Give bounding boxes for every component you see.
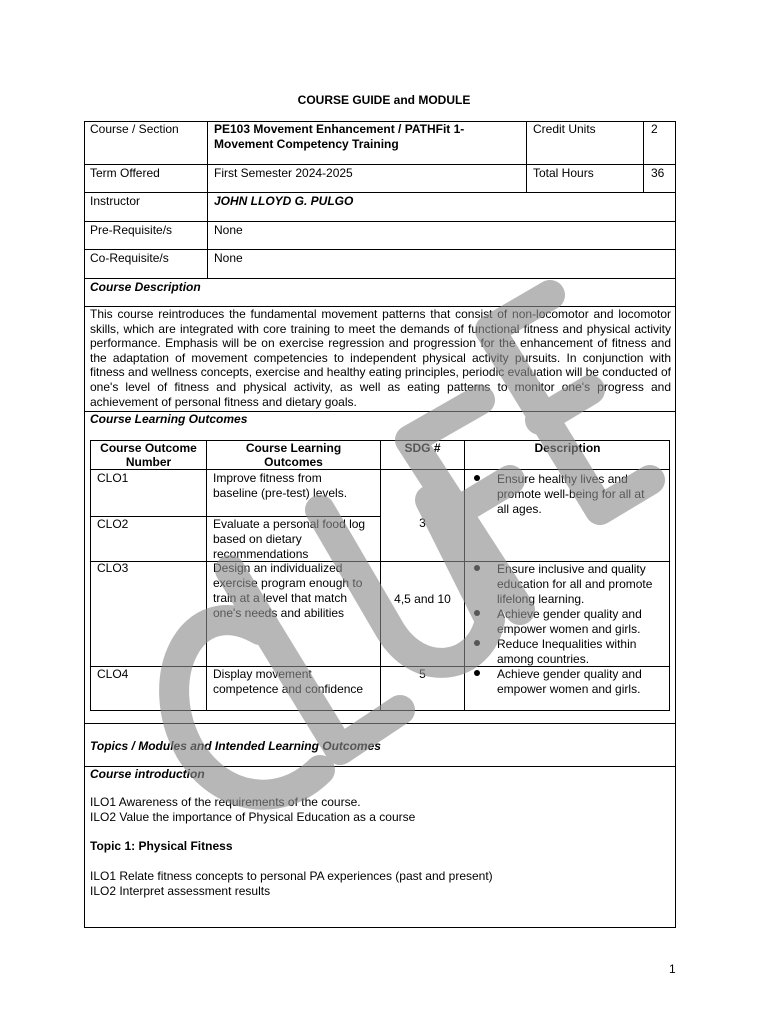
description-line: Reduce Inequalities within (497, 637, 637, 651)
topic1-ilo2: ILO2 Interpret assessment results (90, 884, 271, 898)
clo1-number: CLO1 (97, 471, 129, 485)
corequisite-label: Co-Requisite/s (90, 251, 169, 265)
topics-heading: Topics / Modules and Intended Learning Outcomes (90, 739, 381, 753)
description-line: Ensure inclusive and quality (497, 562, 646, 576)
sdg-value-clo3: 4,5 and 10 (394, 592, 451, 606)
topic1-heading: Topic 1: Physical Fitness (90, 839, 233, 853)
course-section-value-line2: Movement Competency Training (214, 137, 399, 151)
instructor-label: Instructor (90, 194, 141, 208)
column-divider (207, 121, 208, 278)
description-line: Ensure healthy lives and (497, 472, 628, 486)
prerequisite-value: None (214, 223, 243, 237)
header-learning-outcomes (207, 441, 380, 469)
credit-units-value: 2 (651, 122, 658, 136)
outcome-line: baseline (pre-test) levels. (213, 486, 348, 500)
clo3-number: CLO3 (97, 561, 129, 575)
description-line: promote well-being for all at (497, 487, 645, 501)
outcome-line: Evaluate a personal food log (213, 517, 366, 531)
intro-ilo2: ILO2 Value the importance of Physical Education as a course (90, 810, 416, 824)
outcome-line: Design an individualized (213, 561, 343, 575)
learning-outcomes-heading: Course Learning Outcomes (90, 412, 248, 426)
inner-column-divider (206, 440, 207, 711)
inner-column-divider (464, 440, 465, 711)
bullet-dot (474, 565, 480, 571)
description-line: Achieve gender quality and (497, 607, 642, 621)
outcome-line: one's needs and abilities (213, 606, 345, 620)
corequisite-value: None (214, 251, 243, 265)
term-offered-value: First Semester 2024-2025 (214, 166, 353, 180)
clo2-number: CLO2 (97, 517, 129, 531)
header-line: Course Outcome (100, 441, 197, 455)
instructor-value: JOHN LLOYD G. PULGO (214, 194, 354, 208)
description-bullet (497, 472, 644, 517)
row-divider (84, 164, 676, 165)
description-line: education for all and promote (497, 577, 653, 591)
outcome-line: competence and confidence (213, 682, 364, 696)
description-line: among countries. (497, 652, 590, 666)
prerequisite-label: Pre-Requisite/s (90, 223, 173, 237)
row-divider (84, 278, 676, 279)
outcome-line: Improve fitness from (213, 471, 322, 485)
course-section-label: Course / Section (90, 122, 179, 136)
course-description-heading: Course Description (90, 280, 201, 294)
page-number: 1 (669, 962, 676, 976)
outcome-line: Display movement (213, 667, 312, 681)
description-bullet (497, 562, 652, 607)
sdg-value-clo1-2: 3 (419, 516, 426, 530)
document-title: COURSE GUIDE and MODULE (297, 93, 471, 107)
total-hours-label: Total Hours (533, 166, 594, 180)
description-bullet (497, 607, 642, 637)
column-divider (643, 121, 644, 192)
bullet-dot (474, 670, 480, 676)
column-divider (526, 121, 527, 192)
topic1-ilo1: ILO1 Relate fitness concepts to personal PA experiences (past and present) (90, 869, 493, 883)
header-sdg: SDG # (404, 441, 441, 455)
course-intro-heading: Course introduction (90, 767, 205, 781)
clo2-outcome (213, 517, 365, 562)
course-section-value-line1: PE103 Movement Enhancement / PATHFit 1- (214, 122, 465, 136)
outcome-line: exercise program enough to (213, 576, 363, 590)
bullet-dot (474, 610, 480, 616)
intro-ilo1: ILO1 Awareness of the requirements of the course. (90, 795, 361, 809)
clo4-number: CLO4 (97, 667, 129, 681)
description-bullet (497, 667, 642, 697)
clo3-outcome (213, 561, 362, 621)
term-offered-label: Term Offered (90, 166, 160, 180)
description-line: all ages. (497, 502, 542, 516)
description-line: empower women and girls. (497, 682, 641, 696)
row-divider (84, 192, 676, 193)
credit-units-label: Credit Units (533, 122, 596, 136)
header-outcome-number (91, 441, 206, 469)
header-line: Outcomes (264, 455, 323, 469)
clo1-outcome (213, 471, 347, 501)
outcome-line: based on dietary (213, 532, 302, 546)
row-divider (84, 221, 676, 222)
course-description-text: This course reintroduces the fundamental movement patterns that consist of non-locomotor and locomotor skills, which are integrated with core training to meet the demands of functional fitness and physical activity performance. Emphasis will be on exercise regression and progression for the enhancement of fitness and the adaptation of movement competencies to independent physical activity pursuits. In conjunction with fitness and wellness concepts, exercise and healthy eating principles, periodic evaluation will be conducted of one's level of fitness and physical activity, as well as eating patterns to monitor one's progress and achievement of personal fitness and dietary goals. (90, 307, 672, 409)
clo4-outcome (213, 667, 363, 697)
description-bullet (497, 637, 636, 667)
header-description: Description (534, 441, 601, 455)
bullet-dot (474, 640, 480, 646)
description-line: Achieve gender quality and (497, 667, 642, 681)
bullet-dot (474, 475, 480, 481)
row-divider (84, 723, 676, 724)
sdg-value-clo4: 5 (419, 667, 426, 681)
outcome-line: train at a level that match (213, 591, 348, 605)
inner-row-divider (90, 469, 670, 470)
header-line: Number (125, 455, 172, 469)
outcome-line: recommendations (213, 547, 309, 561)
description-line: lifelong learning. (497, 592, 585, 606)
total-hours-value: 36 (651, 166, 665, 180)
description-line: empower women and girls. (497, 622, 641, 636)
header-line: Course Learning (245, 441, 342, 455)
row-divider (84, 249, 676, 250)
